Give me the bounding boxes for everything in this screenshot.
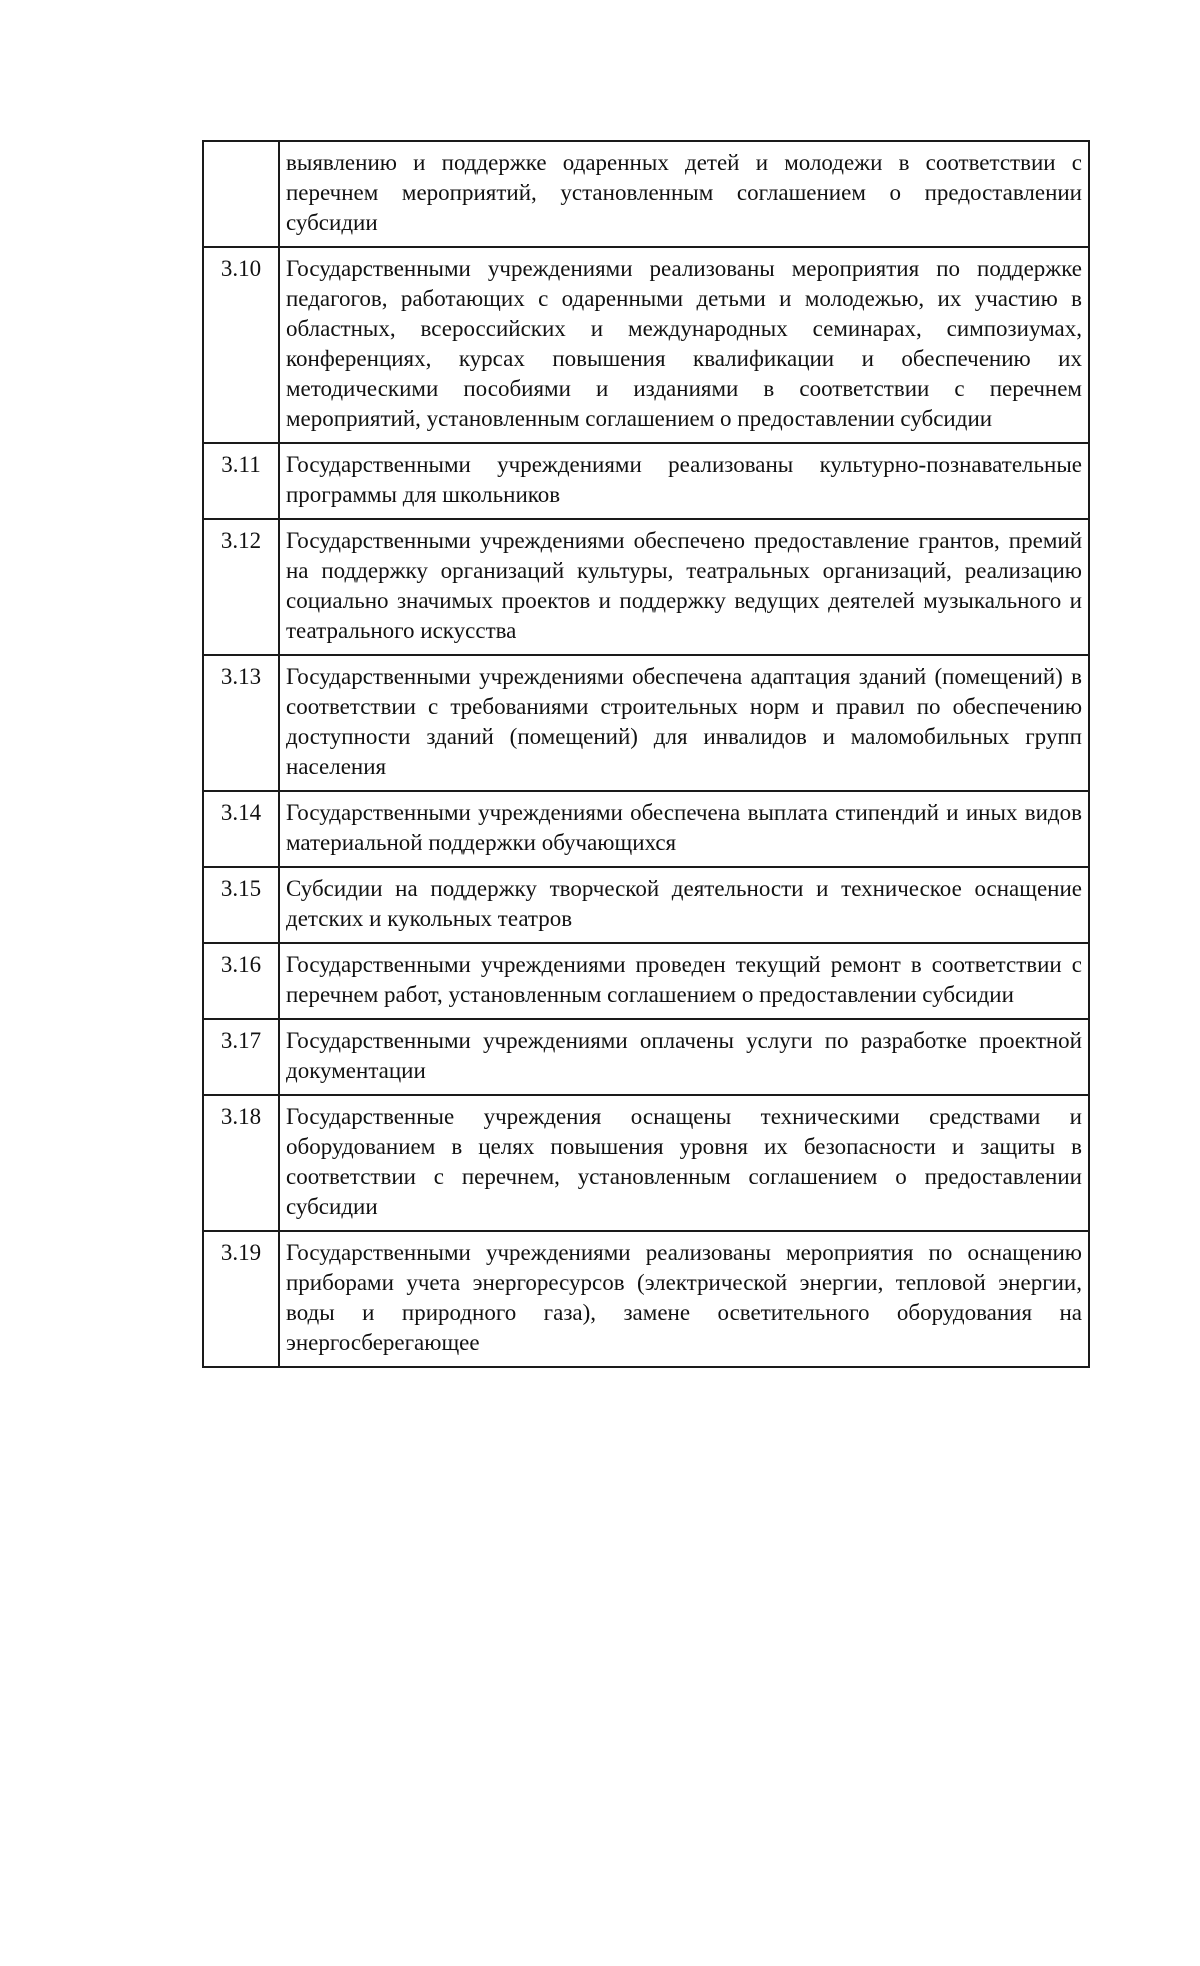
row-text: Государственные учреждения оснащены техническими средствами и оборудованием в целях повышения уровня их безопасности и защиты в соответствии с перечнем, установленным соглашением о предоставлении субсидии [279, 1095, 1089, 1231]
table-row [203, 1019, 1089, 1095]
table-row [203, 247, 1089, 443]
row-text: Государственными учреждениями реализованы мероприятия по оснащению приборами учета энергоресурсов (электрической энергии, тепловой энергии, воды и природного газа), замене осветительного оборудования на энергосберегающее [279, 1231, 1089, 1367]
row-text: Государственными учреждениями обеспечено предоставление грантов, премий на поддержку организаций культуры, театральных организаций, реализацию социально значимых проектов и поддержку ведущих деятелей музыкального и театрального искусства [279, 519, 1089, 655]
row-text: Государственными учреждениями реализованы мероприятия по поддержке педагогов, работающих с одаренными детьми и молодежью, их участию в областных, всероссийских и международных семинарах, симпозиумах, конференциях, курсах повышения квалификации и обеспечению их методическими пособиями и изданиями в соответствии с перечнем мероприятий, установленным соглашением о предоставлении субсидии [279, 247, 1089, 443]
row-number: 3.14 [203, 791, 279, 867]
row-number: 3.11 [203, 443, 279, 519]
table-row [203, 867, 1089, 943]
table-row [203, 1095, 1089, 1231]
table-row [203, 1231, 1089, 1367]
row-number [203, 141, 279, 247]
table-row [203, 791, 1089, 867]
table-row [203, 655, 1089, 791]
row-text: Государственными учреждениями реализованы культурно-познавательные программы для школьников [279, 443, 1089, 519]
row-number: 3.12 [203, 519, 279, 655]
table-row [203, 519, 1089, 655]
row-number: 3.13 [203, 655, 279, 791]
row-number: 3.17 [203, 1019, 279, 1095]
row-number: 3.15 [203, 867, 279, 943]
row-number: 3.16 [203, 943, 279, 1019]
row-number: 3.18 [203, 1095, 279, 1231]
table-row [203, 443, 1089, 519]
table-row [203, 141, 1089, 247]
table-row [203, 943, 1089, 1019]
measures-table [202, 140, 1090, 1368]
row-text: Государственными учреждениями проведен текущий ремонт в соответствии с перечнем работ, установленным соглашением о предоставлении субсидии [279, 943, 1089, 1019]
row-text: Государственными учреждениями обеспечена адаптация зданий (помещений) в соответствии с требованиями строительных норм и правил по обеспечению доступности зданий (помещений) для инвалидов и маломобильных групп населения [279, 655, 1089, 791]
row-text: Государственными учреждениями обеспечена выплата стипендий и иных видов материальной поддержки обучающихся [279, 791, 1089, 867]
row-number: 3.10 [203, 247, 279, 443]
row-text: Государственными учреждениями оплачены услуги по разработке проектной документации [279, 1019, 1089, 1095]
row-text: Субсидии на поддержку творческой деятельности и техническое оснащение детских и кукольных театров [279, 867, 1089, 943]
row-text: выявлению и поддержке одаренных детей и молодежи в соответствии с перечнем мероприятий, установленным соглашением о предоставлении субсидии [279, 141, 1089, 247]
row-number: 3.19 [203, 1231, 279, 1367]
